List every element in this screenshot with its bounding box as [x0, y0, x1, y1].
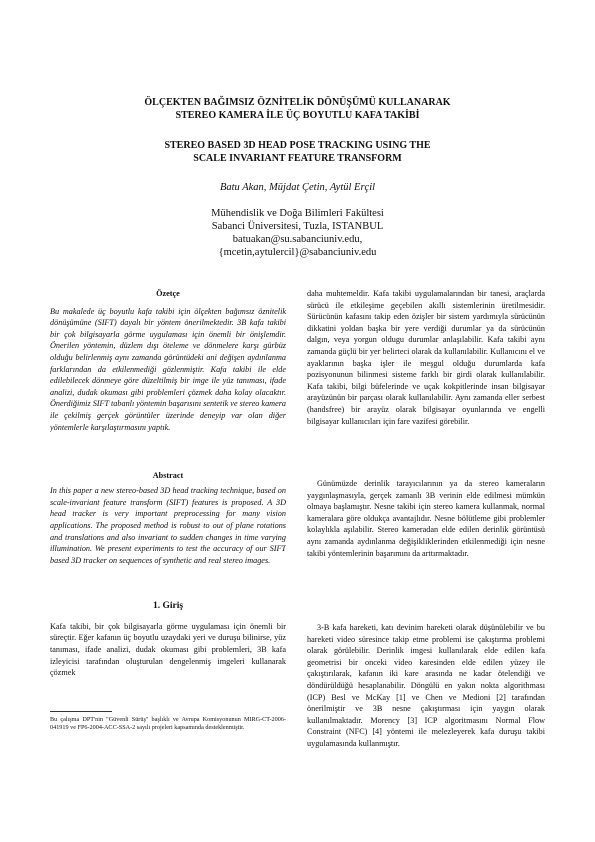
authors: Batu Akan, Müjdat Çetin, Aytül Erçil	[219, 182, 376, 193]
abstract-tr-text: Bu makalede üç boyutlu kafa takibi için ölçekten bağımsız öznitelik dönüşümüne (SIFT) dayalı bir yöntem önerilmektedir. 3B kafa takibi bir çok bilgisayarla görme uygulaması için önemli bir önişlemdir. Önerilen yöntemin, düzlem dışı öteleme ve dönmelere karşı gürbüz olduğu belirlenmiş aynı zamanda görüntüdeki ani değişen aydınlanma farklarından da etkilenmediği gözlenmiştir. Kafa takibi ile elde edilebilecek dönmeye göre düzeltilmiş bir imge ile yüz tanıması, ifade analizi, dudak okuması gibi problemleri çözmek daha kolay olacaktır. Önerdiğimiz SIFT tabanlı yöntemin başarısını sentetik ve stereo kamera ile çekilmiş gerçek görüntüler üzerinde deneyip var olan diğer yöntemlerle karşılaştırmasını yaptık.	[50, 306, 286, 432]
affiliation-email-2: {mcetin,aytulercil}@sabanciuniv.edu	[218, 247, 377, 258]
intro-heading: 1. Giriş	[152, 601, 184, 612]
footnote-divider	[50, 711, 112, 712]
affiliation-email-1: batuakan@su.sabanciuniv.edu,	[232, 234, 363, 245]
abstract-en-text: In this paper a new stereo-based 3D head tracking technique, based on scale-invariant feature transform (SIFT) features is proposed. A 3D head tracker is very important preprocessing for many vision applications. The proposed method is robust to out of plane rotations and translations and also invariant to sudden changes in time varying illumination. We present experiments to test the accuracy of our SIFT based 3D tracker on sequences of synthetic and real stereo images.	[50, 486, 286, 565]
title-english-line-1: STEREO BASED 3D HEAD POSE TRACKING USING THE	[164, 140, 431, 151]
affiliation-university: Sabanci Üniversitesi, Tuzla, ISTANBUL	[211, 221, 384, 232]
abstract-en-heading: Abstract	[152, 470, 184, 480]
left-column	[50, 288, 286, 703]
body-paragraph-1: daha muhtemeldir. Kafa takibi uygulamalarından bir tanesi, araçlarda sürücü ile etkileşime geçebilen akıllı sistemlerinin üretilmesidir. Sürücünün kafasını takip eden özişler bir sistem yardımıyla sürücünün dikkatini yoldan başka bir yere verdiği durumlar ya da sürücünün dalgın, veya yorgun oldugu durumlar anlaşılabilir. Kafa takibi aynı zamanda güçlü bir yer belirteci olarak da kullanılabilir. Kullanıcını el ve ayaklarının başka işler ile meşgul olduğu durumlarda kafa pozisyonunun bilinmesi sisteme farklı bir girdi olarak kullanılabilir. Kafa takibi, bilgi büfelerinde ve uçak kokpitlerinde insan bilgisayar arayüzünün bir parçası olarak kullanılabilir. Aynı zamanda eller serbest (handsfree) bir arayüz olarak bilgisayar oyunlarında ve engelli bilgisayar kullanıcıları için fare vazifesi görebilir.	[307, 289, 545, 426]
title-turkish	[40, 96, 555, 122]
title-english	[40, 139, 555, 165]
title-turkish-line-1: ÖLÇEKTEN BAĞIMSIZ ÖZNİTELİK DÖNÜŞÜMÜ KULLANARAK	[144, 97, 451, 108]
affiliation-faculty: Mühendislik ve Doğa Bilimleri Fakültesi	[211, 208, 384, 219]
title-turkish-line-2: STEREO KAMERA İLE ÜÇ BOYUTLU KAFA TAKİBİ	[175, 110, 420, 121]
affiliation	[40, 207, 555, 259]
footnote: Bu çalışma DPT'nin "Güvenli Sürüş" başlıklı ve Avrupa Komisyonunun MIRG-CT-2006-041919 ve FP6-2004-ACC-SSA-2 sayılı projeleri kapsamında desteklenmiştir.	[50, 716, 286, 732]
title-english-line-2: SCALE INVARIANT FEATURE TRANSFORM	[193, 153, 402, 164]
body-paragraph-2: Günümüzde derinlik tarayıcılarının ya da stereo kameraların yaygınlaşmasıyla, gerçek zamanlı 3B verinin elde edilmesi mümkün olmaya başlamıştır. Nesne takibi için stereo kamera kullanmak, normal kameralara göre oldukça avantajlıdır. Nesne bölütleme gibi problemler kolaylıkla aşılabilir. Stereo kameradan elde edilen derinlik görüntüsü aynı zamanda aydınlanma değişikliklerinden etkilenmediği için nesne takibi yöntemlerinin başarımını da arttırmaktadır.	[307, 479, 545, 558]
intro-text: Kafa takibi, bir çok bilgisayarla görme uygulaması için önemli bir süreçtir. Eğer kafanın üç boyutlu uzaydaki yeri ve duruşu bilinirse, yüz tanıması, ifade analizi, dudak okuması gibi problemleri, 3B kafa izleyicisi tarafından oluşturulan dengelenmiş imgeleri kullanarak çözmek	[50, 621, 286, 678]
body-paragraph-3: 3-B kafa hareketi, katı devinim hareketi olarak düşünülebilir ve bu hareketi video süresince takip etme problemi ise çakıştırma problemi olarak görülebilir. Derinlik imgesi kullanılarak elde edilen kafa geometrisi bir onceki video karesinden elde edilen yüzey ile çakıştırılarak, kafanın iki kare arasında ne kadar ötelendiği ve döndürüldüğü hesaplanabilir. Döngülü en yakın nokta algorithması (ICP) Besl ve McKay [1] ve Chen ve Medioni [2] tarafından önerilmiştir ve 3B nesne çakıştırması için yaygın olarak kullanılmaktadır. Morency [3] ICP algoritmasını Normal Flow Constraint (NFC) [4] yöntemi ile melezleyerek kafa duruşu takibi uygulamasında kullanmıştır.	[307, 623, 545, 748]
abstract-tr-heading: Özetçe	[156, 289, 180, 298]
right-column	[307, 288, 545, 784]
